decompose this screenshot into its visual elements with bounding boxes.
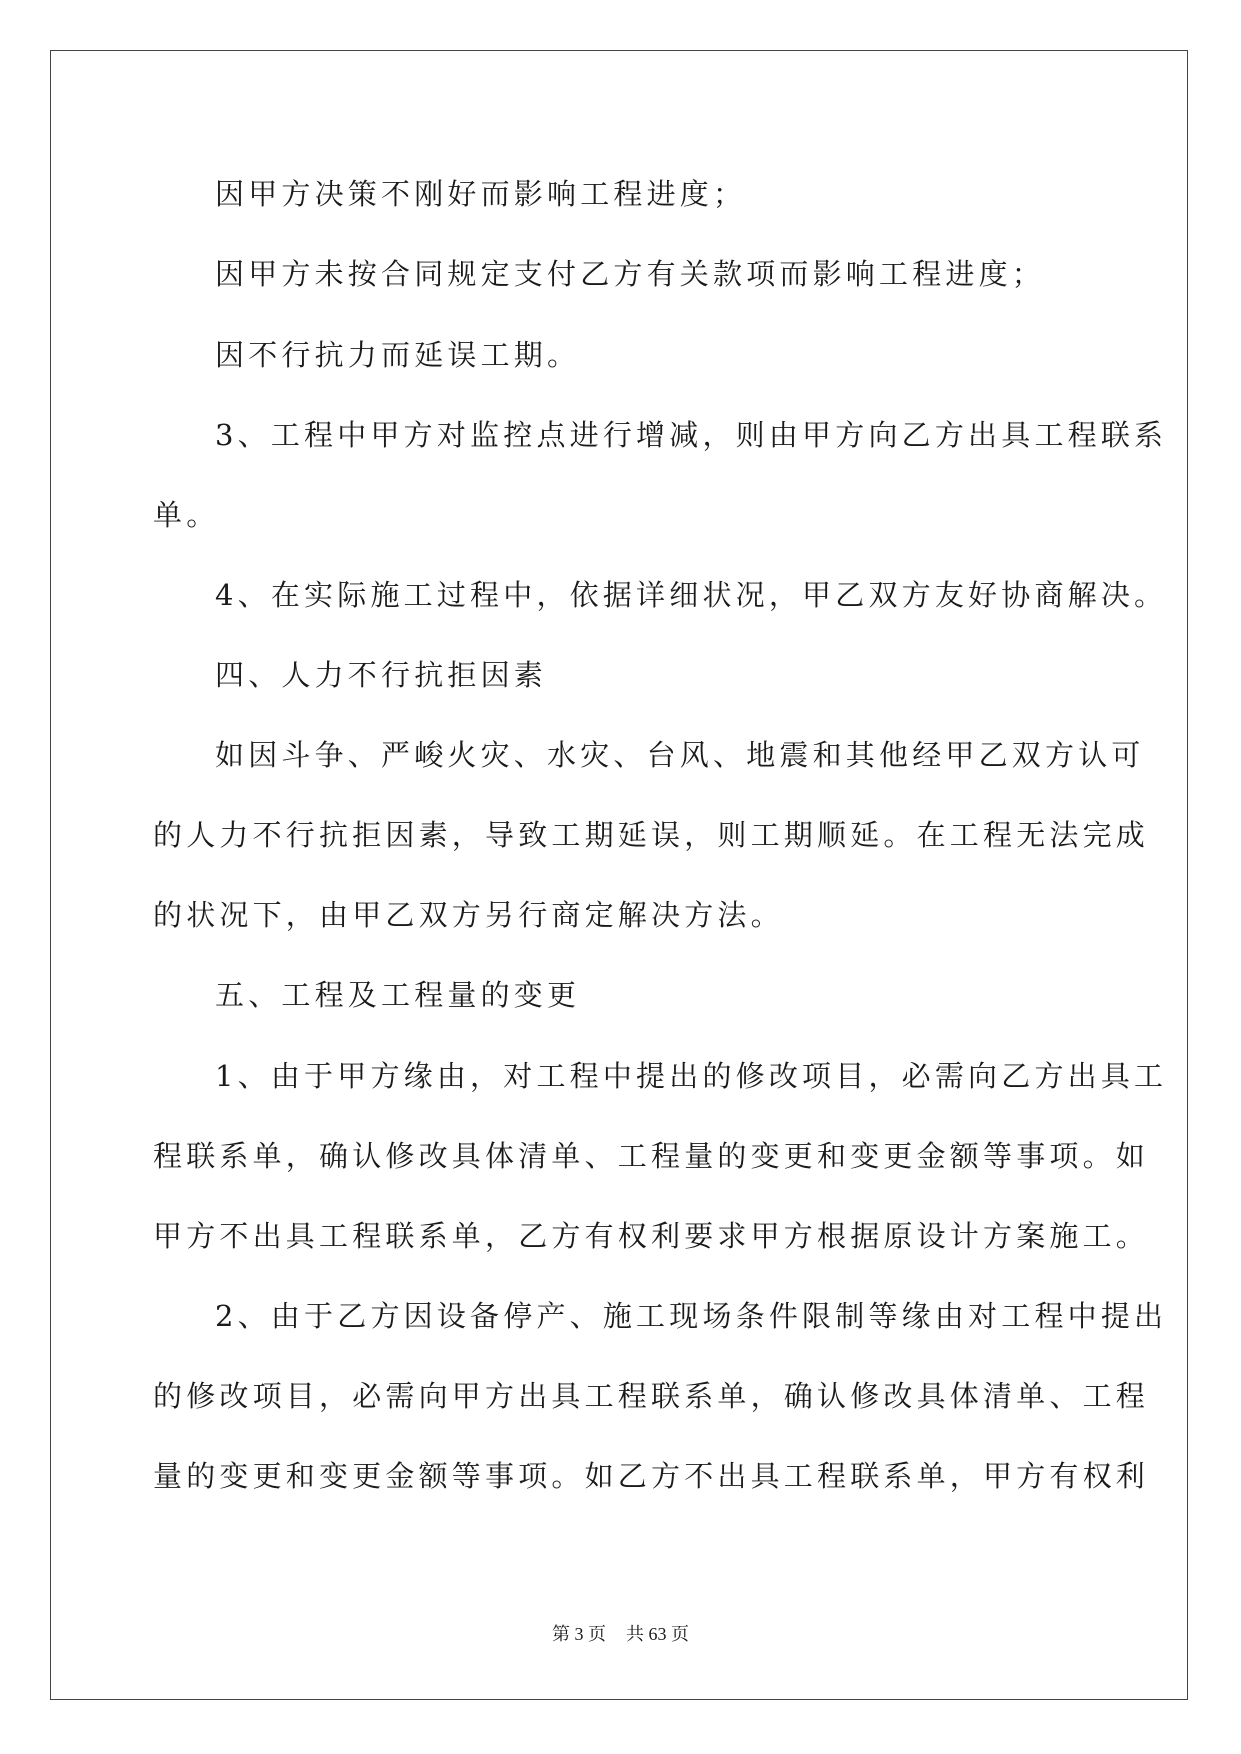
text-line: 因甲方未按合同规定支付乙方有关款项而影响工程进度；	[215, 257, 1046, 291]
text-line: 量的变更和变更金额等事项。如乙方不出具工程联系单，甲方有权利	[153, 1459, 1150, 1493]
text-line: 3、工程中甲方对监控点进行增减，则由甲方向乙方出具工程联系	[215, 418, 1168, 452]
text-line: 4、在实际施工过程中，依据详细状况，甲乙双方友好协商解决。	[215, 578, 1168, 612]
text-line: 因不行抗力而延误工期。	[215, 338, 581, 372]
page-number: 第 3 页	[552, 1624, 606, 1644]
text-line: 因甲方决策不刚好而影响工程进度；	[215, 177, 747, 211]
page-border	[50, 50, 1188, 1700]
text-line: 2、由于乙方因设备停产、施工现场条件限制等缘由对工程中提出	[215, 1299, 1168, 1333]
section-heading: 五、工程及工程量的变更	[215, 978, 581, 1012]
text-line: 如因斗争、严峻火灾、水灾、台风、地震和其他经甲乙双方认可	[215, 738, 1145, 772]
text-line: 单。	[153, 498, 220, 532]
text-line: 甲方不出具工程联系单，乙方有权利要求甲方根据原设计方案施工。	[153, 1219, 1150, 1253]
page-footer	[0, 1622, 1241, 1646]
total-pages: 共 63 页	[626, 1624, 689, 1644]
text-line: 的人力不行抗拒因素，导致工期延误，则工期顺延。在工程无法完成	[153, 818, 1150, 852]
section-heading: 四、人力不行抗拒因素	[215, 658, 548, 692]
text-line: 的修改项目，必需向甲方出具工程联系单，确认修改具体清单、工程	[153, 1379, 1150, 1413]
text-line: 的状况下，由甲乙双方另行商定解决方法。	[153, 898, 784, 932]
text-line: 程联系单，确认修改具体清单、工程量的变更和变更金额等事项。如	[153, 1139, 1150, 1173]
text-line: 1、由于甲方缘由，对工程中提出的修改项目，必需向乙方出具工	[215, 1059, 1168, 1093]
